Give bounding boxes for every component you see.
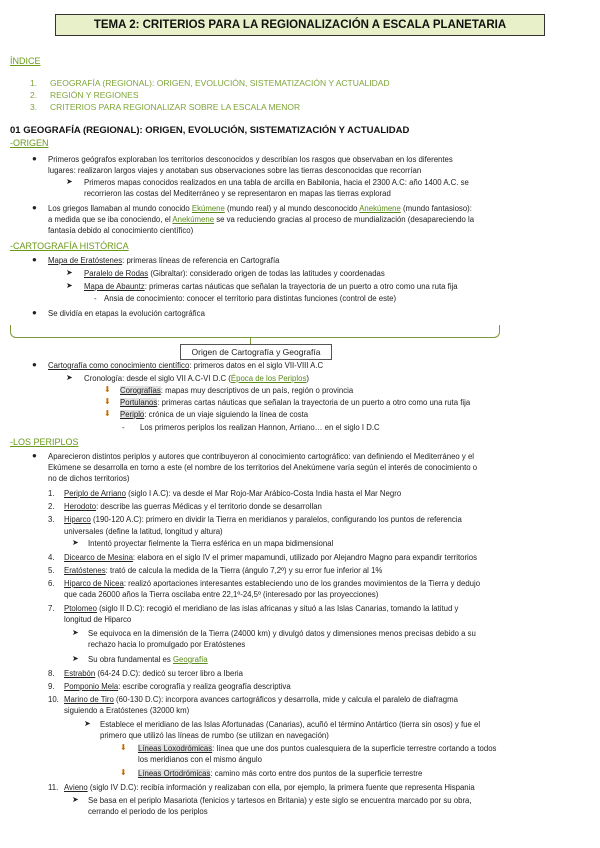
down-arrow-icon: ⬇ — [104, 397, 111, 406]
list-item: 8. Estrabón (64-24 D.C): dedicó su tercer libro a Iberia — [48, 669, 243, 678]
text-line: no de dichos territorios) — [48, 474, 130, 483]
text-line: universales (define la latitud, longitud y altura) — [64, 527, 223, 536]
list-item: 6. Hiparco de Nicea: realizó aportaciones interesantes estableciendo uno de los grandes movimientos de la Tierra y dedujo — [48, 579, 481, 588]
text-line: Ansia de conocimiento: conocer el territorio para distintas funciones (control de este) — [104, 294, 397, 303]
arrow-icon: ➤ — [66, 281, 73, 290]
bullet: ● — [32, 203, 37, 212]
text-line: cerrando el periodo de los periplos — [88, 807, 208, 816]
text-line: Primeros geógrafos exploraban los territorios desconocidos y describían los rasgos que observaban en los diferentes — [48, 155, 453, 164]
bullet: ● — [32, 255, 37, 264]
bullet: ● — [32, 360, 37, 369]
timeline-bracket — [10, 325, 500, 338]
index-item-3[interactable]: 3. CRITERIOS PARA REGIONALIZAR SOBRE LA ESCALA MENOR — [30, 102, 301, 112]
list-item: 9. Pomponio Mela: escribe corografía y realiza geografía descriptiva — [48, 682, 291, 691]
list-item: 5. Eratóstenes: trató de calcula la medida de la Tierra (ángulo 7,2º) y su error fue inferior al 1% — [48, 566, 383, 575]
index-item-1[interactable]: 1. GEOGRAFÍA (REGIONAL): ORIGEN, EVOLUCIÓN, SISTEMATIZACIÓN Y ACTUALIDAD — [30, 78, 390, 88]
text-line: recorrieron las costas del Mediterráneo y se representaron en mapas las tierras explorad — [84, 189, 391, 198]
bullet: ● — [32, 451, 37, 460]
text-line: Paralelo de Rodas (Gibraltar): considerado origen de todas las latitudes y coordenadas — [84, 269, 385, 278]
arrow-icon: ➤ — [72, 654, 79, 663]
arrow-icon: ➤ — [72, 538, 79, 547]
text-line: Líneas Loxodrómicas: línea que une dos puntos cualesquiera de la superficie terrestre cortando a todos — [138, 744, 497, 753]
down-arrow-icon: ⬇ — [104, 409, 111, 418]
text-line: Se equivoca en la dimensión de la Tierra (24000 km) y divulgó datos y dimensiones menos precisas debido a su — [88, 629, 476, 638]
text-line: longitud de Hiparco — [64, 615, 132, 624]
origin-label-box: Origen de Cartografía y Geografía — [180, 344, 332, 360]
text-line: Líneas Ortodrómicas: camino más corto entre dos puntos de la superficie terrestre — [138, 769, 423, 778]
origen-heading: -ORIGEN — [10, 138, 49, 148]
bullet: ● — [32, 308, 37, 317]
text-line: Periplo: crónica de un viaje siguiendo la línea de costa — [120, 410, 309, 419]
text-line: fantasía debido al conocimiento científico) — [48, 226, 194, 235]
list-item: 3. Hiparco (190-120 A.C): primero en dividir la Tierra en meridianos y paralelos, configurando los puntos de referencia — [48, 515, 462, 524]
arrow-icon: ➤ — [72, 795, 79, 804]
arrow-icon: ➤ — [72, 628, 79, 637]
arrow-icon: ➤ — [66, 373, 73, 382]
text-line: Mapa de Eratóstenes: primeras líneas de referencia en Cartografía — [48, 256, 280, 265]
text-line: Su obra fundamental es Geografía — [88, 655, 208, 664]
text-line: Los griegos llamaban al mundo conocido Ekúmene (mundo real) y al mundo desconocido Anekúmene (mundo fantasioso): — [48, 204, 472, 213]
cartografia-heading: -CARTOGRAFÍA HISTÓRICA — [10, 241, 129, 251]
index-item-2[interactable]: 2. REGIÓN Y REGIONES — [30, 90, 139, 100]
text-line: rechazo hacia lo promulgado por Eratóstenes — [88, 640, 246, 649]
text-line: lugares: realizaron largos viajes y anotaban sus observaciones sobre las tierras desconocidas que recorrían — [48, 166, 422, 175]
list-item: 10. Marino de Tiro (60-130 D.C): incorpora avances cartográficos y desarrolla, mide y calcula el paralelo de diafragma — [48, 695, 458, 704]
text-line: Se dividía en etapas la evolución cartográfica — [48, 309, 205, 318]
dash: - — [122, 423, 125, 432]
text-line: Cartografía como conocimiento científico: primeros datos en el siglo VII-VIII A.C — [48, 361, 324, 370]
text-line: Primeros mapas conocidos realizados en una tabla de arcilla en Babilonia, hacia el 2300 A.C: año 1400 A.C. se — [84, 178, 469, 187]
text-line: Corografías: mapas muy descriptivos de un país, región o provincia — [120, 386, 354, 395]
down-arrow-icon: ⬇ — [104, 385, 111, 394]
page-title: TEMA 2: CRITERIOS PARA LA REGIONALIZACIÓN A ESCALA PLANETARIA — [55, 14, 545, 36]
text-line: primero que utilizó las líneas de rumbo (se utilizan en navegación) — [100, 731, 329, 740]
dash: - — [94, 294, 97, 303]
text-line: Establece el meridiano de las Islas Afortunadas (Canarias), acuñó el término Antártico (tierra sin osos) y fue el — [100, 720, 481, 729]
arrow-icon: ➤ — [66, 268, 73, 277]
text-line: Los primeros periplos los realizan Hannon, Arriano… en el siglo I D.C — [140, 423, 380, 432]
bullet: ● — [32, 154, 37, 163]
down-arrow-icon: ⬇ — [120, 743, 127, 752]
list-item: 4. Dicearco de Mesina: elabora en el siglo IV el primer mapamundi, utilizado por Alejandro Magno para expandir territorios — [48, 553, 478, 562]
text-line: Aparecieron distintos periplos y autores que contribuyeron al conocimiento cartográfico: van definiendo el Mediterráneo y el — [48, 452, 475, 461]
text-line: Portulanos: primeras cartas náuticas que señalan la trayectoria de un puerto a otro como una ruta fija — [120, 398, 471, 407]
list-item: 11. Avieno (siglo IV D.C): recibía información y realizaban con ella, por ejemplo, la primera fuente que representa Hispania — [48, 783, 475, 792]
text-line: Ekúmene se desarrolla en torno a este (el nombre de los territorios del Anekúmene varía según el interés de conocimiento o — [48, 463, 478, 472]
index-heading[interactable]: ÍNDICE — [10, 56, 41, 66]
section-1-title: 01 GEOGRAFÍA (REGIONAL): ORIGEN, EVOLUCIÓN, SISTEMATIZACIÓN Y ACTUALIDAD — [10, 125, 410, 136]
down-arrow-icon: ⬇ — [120, 768, 127, 777]
text-line: Mapa de Abauntz: primeras cartas náuticas que señalan la trayectoria de un puerto a otro como una ruta fija — [84, 282, 458, 291]
text-line: Se basa en el periplo Masariota (fenicios y tartesos en Britania) y este siglo se encuentra marcado por su obra, — [88, 796, 472, 805]
text-line: Intentó proyectar fielmente la Tierra esférica en un mapa bidimensional — [88, 539, 334, 548]
text-line: los meridianos con el mismo ángulo — [138, 755, 262, 764]
text-line: que cada 26000 años la Tierra oscilaba entre 22,1º-24,5º (interesado por las proyecciones) — [64, 590, 379, 599]
list-item: 7. Ptolomeo (siglo II D.C): recogió el meridiano de las islas africanas y situó a las Islas Canarias, tomando la latitud y — [48, 604, 459, 613]
text-line: a medida que se iba conociendo, el Anekúmene se va reduciendo gracias al proceso de mundialización (desapareciendo la — [48, 215, 475, 224]
text-line: Cronología: desde el siglo VII A.C-VI D.C (Época de los Periplos) — [84, 374, 309, 383]
list-item: 1. Periplo de Arriano (siglo I A.C): va desde el Mar Rojo-Mar Arábico-Costa India hasta el Mar Negro — [48, 489, 402, 498]
arrow-icon: ➤ — [84, 719, 91, 728]
list-item: 2. Herodoto: describe las guerras Médicas y el territorio donde se desarrollan — [48, 502, 322, 511]
text-line: siguiendo a Eratóstenes (32000 km) — [64, 706, 190, 715]
arrow-icon: ➤ — [66, 177, 73, 186]
periplos-heading: -LOS PERIPLOS — [10, 437, 79, 447]
